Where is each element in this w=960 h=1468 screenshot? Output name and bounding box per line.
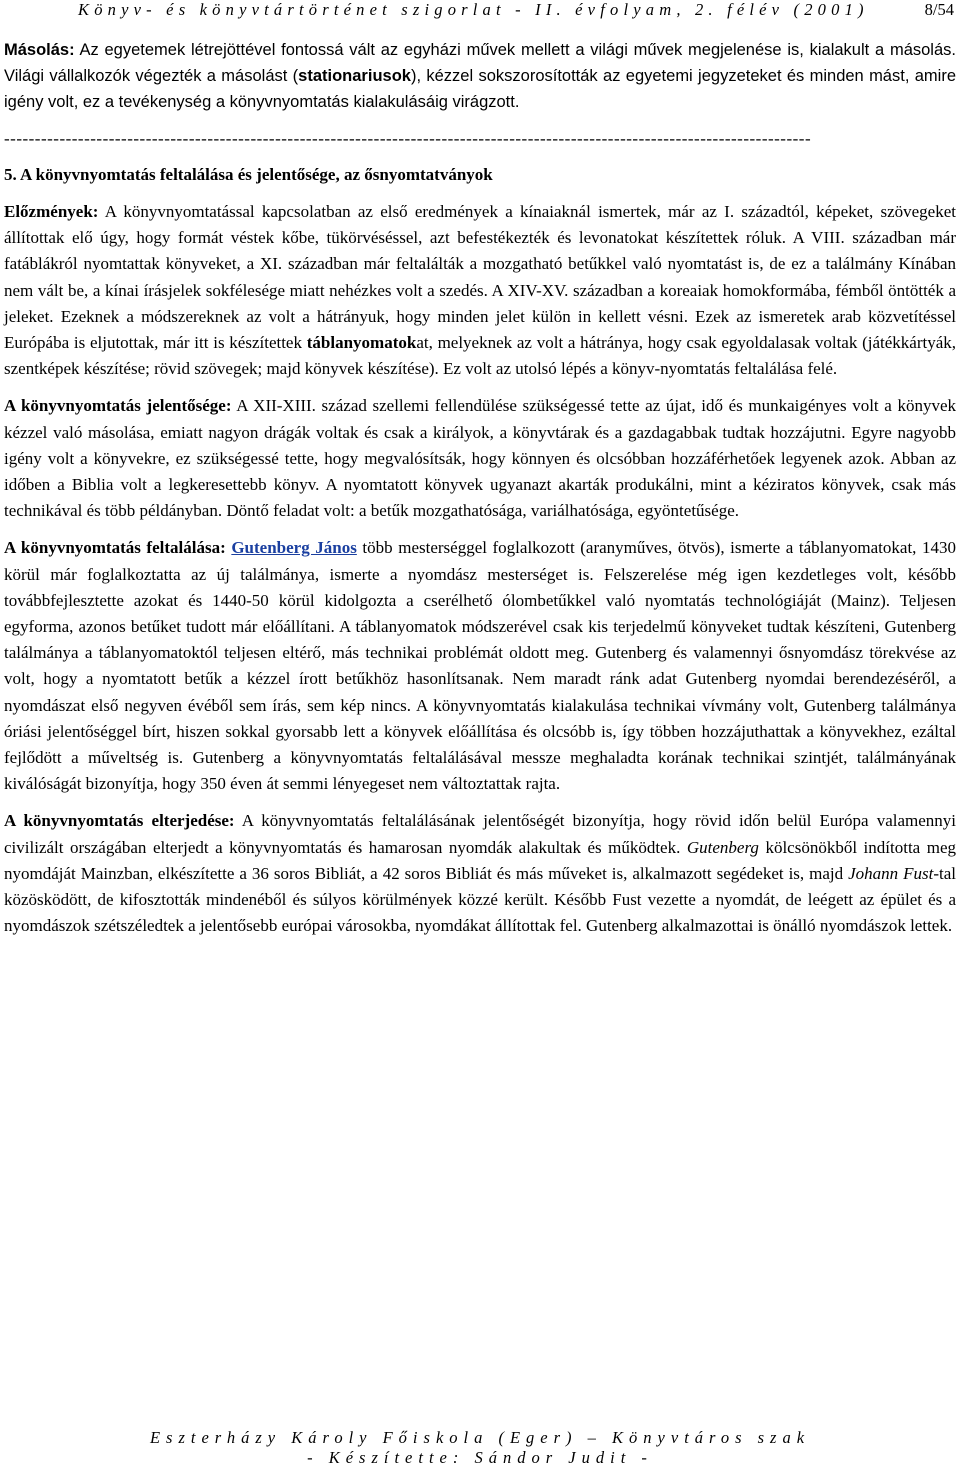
footer-author: - Készítette: Sándor Judit - <box>307 1448 653 1467</box>
paragraph-label: A könyvnyomtatás feltalálása: <box>4 538 226 558</box>
page-number: 8/54 <box>924 0 954 19</box>
bold-term: stationariusok <box>298 67 411 86</box>
course-title: Könyv- és könyvtártörténet szigorlat - II. évfolyam, 2. félév (2001) <box>78 0 869 19</box>
paragraph-text: több mesterséggel foglalkozott (aranyműves, ötvös), ismerte a táblanyomatokat, 1430 körül már foglalkoztatta az új találmánya, ismerte a nyomdász mesterséget is. Felszerelése még igen kezdetleges volt, később továbbfejlesztette azokat és 1440-50 körül kidolgozta a cserélhető ólombetűkkel való nyomtatás technológiáját (Mainz). Teljesen egyforma, azonos betűket tudott már előállítani. A táblanyomatok módszerével csak kis terjedelmű könyveket tudtak készíteni, Gutenberg találmánya a táblanyomatoktól teljesen eltérő, más technikai problémát oldott meg. Gutenberg és valamennyi ősnyomdász törekvése az volt, hogy a nyomtatott betűk a kézzel írott betűkhöz hasonlítsanak. Nem maradt ránk adat Gutenberg nyomdai berendezéséről, a nyomdászat első negyven évéből sem írás, sem kép nincs. A könyvnyomtatás kialakulása technikai vívmány volt, Gutenberg találmánya óriási jelentőséggel bírt, hiszen sokkal gyorsabb lett a könyvek előállítása és olcsóbb is, így többen hozzájuthattak a könyvekhez, ezáltal fejlődött a műveltség is. Gutenberg a könyvnyomtatás feltalálásával messze meghaladta korának technikai szintjét, találmányának kiválóságát bizonyítja, hogy 350 éven át semmi lényegeset nem változtattak rajta. <box>4 538 956 794</box>
paragraph-label: A könyvnyomtatás jelentősége: <box>4 396 232 416</box>
paragraph-text: at, melyeknek az volt a hátránya, hogy csak egyoldalasak voltak (játékkártyák, szentképek készítése; rövid szövegek; majd könyvek készítése). Ez volt az utolsó lépés a könyv-nyomtatás feltalálása felé. <box>4 333 957 379</box>
bold-term: táblanyomatok <box>306 333 417 353</box>
paragraph-elterjedese <box>4 808 956 939</box>
paragraph-text: kölcsönökből indította meg nyomdáját Mainzban, elkészítette a 36 soros Bibliát, a 42 soros Bibliát és más műveket is, alkalmazott segédeket is, majd <box>4 837 956 883</box>
gutenberg-link[interactable]: Gutenberg János <box>231 538 357 558</box>
paragraph-text: Az egyetemek létrejöttével fontossá vált az egyházi művek mellett a világi művek megjelenése is, kialakult a másolás. Világi vállalkozók végezték a másolást ( <box>4 41 956 86</box>
document-body <box>4 37 956 940</box>
paragraph-text: ), kézzel sokszorosították az egyetemi jegyzeteket és minden mást, amire igény volt, ez a tevékenység a könyvnyomtatás kialakulásáig virágzott. <box>4 67 956 112</box>
paragraph-label: A könyvnyomtatás elterjedése: <box>4 811 235 831</box>
footer-institution: Eszterházy Károly Főiskola (Eger) – Könyvtáros szak <box>149 1428 811 1447</box>
paragraph-feltalalasa <box>4 535 956 797</box>
paragraph-elozmenyek <box>4 199 956 382</box>
section-heading: 5. A könyvnyomtatás feltalálása és jelentősége, az ősnyomtatványok <box>4 164 493 184</box>
paragraph-masolas <box>4 37 956 116</box>
section-divider: ----------------------------------------------------------------------------------------------------------------------------------- <box>4 128 812 148</box>
page-header <box>0 0 960 22</box>
paragraph-jelentosege <box>4 393 956 524</box>
paragraph-text: A könyvnyomtatással kapcsolatban az első eredmények a kínaiaknál ismertek, már az I. századtól, képeket, szövegeket állítottak elő úgy, hogy formát véstek kőbe, tükörvéséssel, azt befestékezték és levonatokat készítettek róluk. A VIII. században már fatáblákról nyomtattak könyveket, a XI. században már feltalálták a mozgatható betűkkel való nyomtatást is, de ez a találmány Kínában nem vált be, a kínai írásjelek sokfélesége miatt nehézkes volt a szedés. A XIV-XV. században a koreaiak homokformába, fémből öntötték a jeleket. Ezeknek a módszereknek az volt a hátrányuk, hogy minden jelet külön in kellett vésni. Ezek az ismeretek arab közvetítéssel Európába is eljutottak, már itt is készítettek <box>4 202 956 353</box>
paragraph-text: A könyvnyomtatás feltalálásának jelentőségét bizonyítja, hogy rövid időn belül Európa valamennyi civilizált országában elterjedt a könyvnyomtatás és hamarosan nyomdák alakultak és működtek. <box>4 811 957 857</box>
italic-name: Gutenberg <box>686 837 759 857</box>
paragraph-text: -tal közösködött, de kifosztották mindenéből és súlyos körülmények közzé került. Később Fust vezette a nyomdát, de leégett az épület és a nyomdászok szétszéledtek a jelentősebb európai városokba, nyomdákat állítottak fel. Gutenberg alkalmazottai is önálló nyomdászok lettek. <box>4 863 956 936</box>
paragraph-label: Előzmények: <box>4 202 99 222</box>
paragraph-text: A XII-XIII. század szellemi fellendülése szükségessé tette az újat, idő és munkaigényes volt a könyvek kézzel való másolása, emiatt nagyon drágák voltak és csak a királyok, a könyvtárak és a gazdagabbak tudtak hozzájutni. Egyre nagyobb igény volt a könyvekre, ez szükségessé tette, hogy megvalósítsák, hogy könnyen és olcsóbban hozzáférhetőek legyenek azok. Abban az időben a Biblia volt a legkeresettebb könyv. A nyomtatott könyvek ugyanazt akarták produkálni, mint a kéziratos könyvek, csak más technikával és több példányban. Döntő feladat volt: a betűk mozgathatósága, variálhatósága, egyöntetűsége. <box>4 396 956 521</box>
italic-name: Johann Fust <box>848 863 934 883</box>
paragraph-label: Másolás: <box>4 41 75 59</box>
